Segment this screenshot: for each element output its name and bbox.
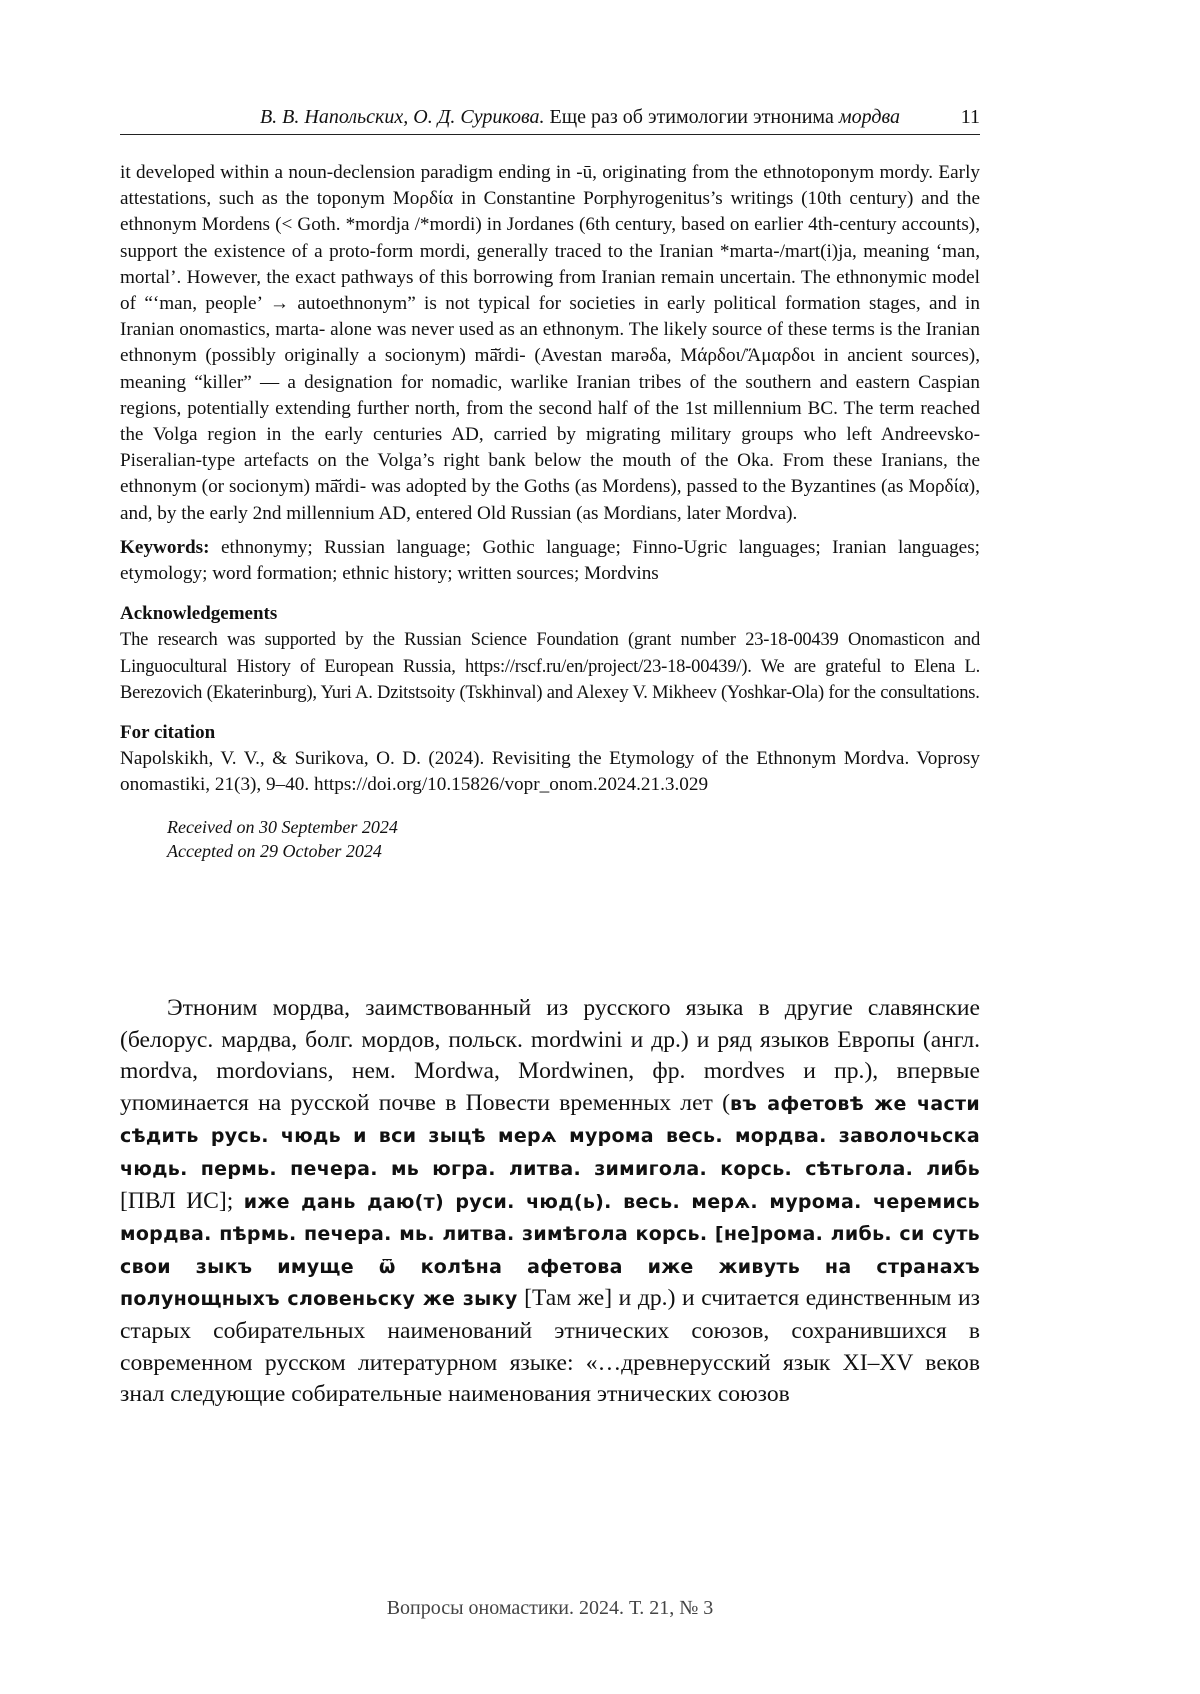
acknowledgements-heading: Acknowledgements [120, 601, 980, 627]
page-number: 11 [961, 106, 980, 129]
received-date: Received on 30 September 2024 [167, 817, 398, 837]
dates [167, 815, 980, 863]
reference: [ПВЛ ИС]; [120, 1188, 244, 1214]
running-header [120, 100, 980, 135]
abstract-text: it developed within a noun-declension paradigm ending in -ū, originating from the ethnotoponym mordy. Early attestations, such as the toponym Μορδία in Constantine Porphyrogenitus’s writings (10th century) and the ethnonym Mordens (< Goth. *mordja /*mordi) in Jordanes (6th century, based on earlier 4th-century accounts), support the existence of a proto-form mordi, generally traced to the Iranian *marta-/mart(i)ja, meaning ‘man, mortal’. However, the exact pathways of this borrowing from Iranian remain uncertain. The ethnonymic model of “‘man, people’ → autoethnonym” is not typical for societies in early political formation stages, and in Iranian onomastics, marta- alone was never used as an ethnonym. The likely source of these terms is the Iranian ethnonym (possibly originally a socionym) mā̆rdi- (Avestan marəδa, Μάρδοι/Ἄμαρδοι in ancient sources), meaning “killer” — a designation for nomadic, warlike Iranian tribes of the southern and eastern Caspian regions, potentially extending further north, from the second half of the 1st millennium BC. The term reached the Volga region in the early centuries AD, carried by migrating military groups who left Andreevsko-Piseralian-type artefacts on the Volga’s right bank below the mouth of the Oka. From these Iranians, the ethnonym (or socionym) mā̆rdi- was adopted by the Goths (as Mordens), passed to the Byzantines (as Μορδία), and, by the early 2nd millennium AD, entered Old Russian (as Mordians, later Mordva). [120, 160, 980, 527]
old-russian-quote: иже дань даю(т) руси. чюд(ь). весь. мерѧ. мурома. черемись мордва. пѣрмь. печера. мь. литва. зимѣгола корсь. [не]рома. либь. си суть свои зыкъ имуще ѿ колѣна афетова иже живуть на странахъ полунощныхъ словеньску же зыку [120, 1191, 980, 1311]
header-title-text: Еще раз об этимологии этнонима [550, 106, 834, 128]
keywords-label: Keywords: [120, 537, 210, 558]
body-text: Этноним мордва, заимствованный из русского языка в другие славянские (белорус. мардва, болг. мордов, польск. mordwini и др.) и ряд языков Европы (англ. mordva, mordovians, нем. Mordwa, Mordwinen, фр. mordves и пр.), впервые упоминается на русской почве в Повести временных лет ( [120, 995, 980, 1116]
body-paragraph [120, 993, 980, 1411]
header-authors: В. В. Напольских, О. Д. Сурикова. [260, 106, 545, 128]
header-title [260, 106, 900, 129]
header-title-word: мордва [839, 106, 900, 128]
citation-heading: For citation [120, 720, 980, 746]
old-russian-quote: въ афетовѣ же части сѣдить русь. чюдь и вси зыцѣ мерѧ мурома весь. мордва. заволочьска чюдь. пермь. печера. мь югра. литва. зимигола. корсь. сѣтьгола. либь [120, 1093, 980, 1180]
citation-text: Napolskikh, V. V., & Surikova, O. D. (2024). Revisiting the Etymology of the Ethnonym Mordva. Voprosy onomastiki, 21(3), 9–40. https://doi.org/10.15826/vopr_onom.2024.21.3.029 [120, 746, 980, 798]
body-text: [Там же] и др.) и считается единственным из старых собирательных наименований этнических союзов, сохранившихся в современном русском литературном языке: «…древнерусский язык XI–XV веков знал следующие собирательные наименования этнических союзов [120, 1285, 980, 1407]
keywords [120, 535, 980, 587]
journal-footer: Вопросы ономастики. 2024. Т. 21, № 3 [0, 1597, 1100, 1620]
keywords-text: ethnonymy; Russian language; Gothic language; Finno-Ugric languages; Iranian languages; etymology; word formation; ethnic history; written sources; Mordvins [120, 537, 980, 584]
acknowledgements-text: The research was supported by the Russian Science Foundation (grant number 23-18-00439 Onomasticon and Linguocultural History of European Russia, https://rscf.ru/en/project/23-18-00439/). We are grateful to Elena L. Berezovich (Ekaterinburg), Yuri A. Dzitstsoity (Tskhinval) and Alexey V. Mikheev (Yoshkar-Ola) for the consultations. [120, 627, 980, 706]
accepted-date: Accepted on 29 October 2024 [167, 841, 382, 861]
article-body [120, 993, 980, 1411]
page [0, 0, 1200, 1694]
abstract-section [120, 160, 980, 863]
